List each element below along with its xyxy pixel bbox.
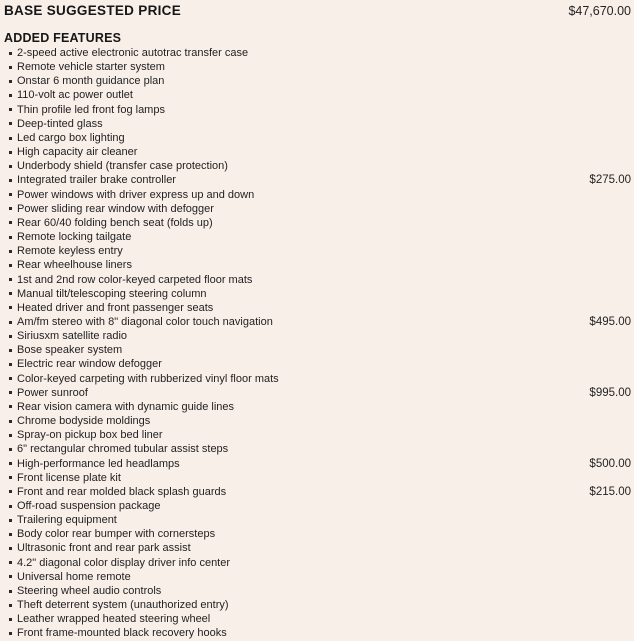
bullet-icon <box>9 490 12 493</box>
feature-label: Power sliding rear window with defogger <box>17 202 214 215</box>
feature-label: 6" rectangular chromed tubular assist steps <box>17 443 229 456</box>
bullet-icon <box>9 292 12 295</box>
feature-label: Heated driver and front passenger seats <box>17 301 214 314</box>
bullet-icon <box>9 335 12 338</box>
features-list <box>4 46 632 641</box>
feature-row <box>4 414 632 428</box>
feature-label: 110-volt ac power outlet <box>17 89 133 102</box>
feature-label: Front and rear molded black splash guards <box>17 485 227 498</box>
feature-row <box>4 612 632 626</box>
feature-price: $275.00 <box>589 174 631 187</box>
bullet-icon <box>9 391 12 394</box>
bullet-icon <box>9 193 12 196</box>
feature-label: Remote keyless entry <box>17 245 123 258</box>
feature-label: Deep-tinted glass <box>17 117 103 130</box>
feature-label: Led cargo box lighting <box>17 131 125 144</box>
feature-label: Leather wrapped heated steering wheel <box>17 613 211 626</box>
feature-label: High capacity air cleaner <box>17 146 138 159</box>
feature-row <box>4 60 632 74</box>
bullet-icon <box>9 618 12 621</box>
bullet-icon <box>9 448 12 451</box>
feature-row <box>4 131 632 145</box>
bullet-icon <box>9 575 12 578</box>
feature-label: Rear wheelhouse liners <box>17 259 132 272</box>
feature-row <box>4 301 632 315</box>
feature-label: High-performance led headlamps <box>17 457 180 470</box>
bullet-icon <box>9 405 12 408</box>
feature-row <box>4 202 632 216</box>
bullet-icon <box>9 278 12 281</box>
bullet-icon <box>9 420 12 423</box>
feature-row <box>4 159 632 173</box>
feature-price: $995.00 <box>589 386 631 399</box>
feature-row <box>4 88 632 102</box>
feature-label: Front frame-mounted black recovery hooks <box>17 627 227 640</box>
feature-row <box>4 442 632 456</box>
bullet-icon <box>9 533 12 536</box>
bullet-icon <box>9 321 12 324</box>
feature-row <box>4 457 632 471</box>
feature-row <box>4 584 632 598</box>
bullet-icon <box>9 80 12 83</box>
feature-label: Steering wheel audio controls <box>17 584 162 597</box>
base-price-row <box>4 3 632 18</box>
bullet-icon <box>9 221 12 224</box>
feature-label: Underbody shield (transfer case protection) <box>17 160 228 173</box>
feature-label: Electric rear window defogger <box>17 358 162 371</box>
feature-label: Rear vision camera with dynamic guide lines <box>17 400 235 413</box>
base-price-title: BASE SUGGESTED PRICE <box>4 3 182 18</box>
bullet-icon <box>9 122 12 125</box>
feature-row <box>4 471 632 485</box>
feature-row <box>4 570 632 584</box>
feature-label: Trailering equipment <box>17 514 117 527</box>
feature-row <box>4 428 632 442</box>
feature-label: Universal home remote <box>17 570 131 583</box>
feature-row <box>4 287 632 301</box>
feature-row <box>4 230 632 244</box>
feature-label: Rear 60/40 folding bench seat (folds up) <box>17 216 213 229</box>
bullet-icon <box>9 632 12 635</box>
feature-label: Siriusxm satellite radio <box>17 330 128 343</box>
feature-row <box>4 315 632 329</box>
feature-row <box>4 103 632 117</box>
feature-label: Color-keyed carpeting with rubberized vinyl floor mats <box>17 372 279 385</box>
feature-row <box>4 343 632 357</box>
bullet-icon <box>9 505 12 508</box>
feature-price: $215.00 <box>589 485 631 498</box>
feature-label: Remote locking tailgate <box>17 231 132 244</box>
feature-row <box>4 46 632 60</box>
feature-row <box>4 173 632 187</box>
feature-row <box>4 273 632 287</box>
bullet-icon <box>9 590 12 593</box>
base-price-value: $47,670.00 <box>568 4 631 18</box>
bullet-icon <box>9 306 12 309</box>
bullet-icon <box>9 519 12 522</box>
feature-label: Ultrasonic front and rear park assist <box>17 542 191 555</box>
bullet-icon <box>9 52 12 55</box>
feature-price: $500.00 <box>589 457 631 470</box>
feature-row <box>4 400 632 414</box>
feature-label: Chrome bodyside moldings <box>17 415 151 428</box>
bullet-icon <box>9 476 12 479</box>
feature-row <box>4 485 632 499</box>
feature-label: Remote vehicle starter system <box>17 61 165 74</box>
feature-row <box>4 216 632 230</box>
feature-row <box>4 188 632 202</box>
feature-row <box>4 556 632 570</box>
feature-label: Spray-on pickup box bed liner <box>17 429 163 442</box>
feature-row <box>4 541 632 555</box>
bullet-icon <box>9 179 12 182</box>
feature-row <box>4 117 632 131</box>
feature-row <box>4 145 632 159</box>
bullet-icon <box>9 151 12 154</box>
feature-label: Front license plate kit <box>17 471 121 484</box>
feature-row <box>4 357 632 371</box>
bullet-icon <box>9 434 12 437</box>
bullet-icon <box>9 108 12 111</box>
feature-row <box>4 372 632 386</box>
bullet-icon <box>9 137 12 140</box>
bullet-icon <box>9 250 12 253</box>
feature-label: Manual tilt/telescoping steering column <box>17 287 207 300</box>
bullet-icon <box>9 377 12 380</box>
bullet-icon <box>9 236 12 239</box>
feature-row <box>4 499 632 513</box>
feature-label: Power windows with driver express up and down <box>17 188 255 201</box>
feature-row <box>4 513 632 527</box>
feature-row <box>4 74 632 88</box>
feature-label: Am/fm stereo with 8" diagonal color touch navigation <box>17 315 273 328</box>
feature-label: Onstar 6 month guidance plan <box>17 75 165 88</box>
feature-label: Bose speaker system <box>17 344 123 357</box>
feature-label: Integrated trailer brake controller <box>17 174 176 187</box>
bullet-icon <box>9 604 12 607</box>
feature-label: Theft deterrent system (unauthorized entry) <box>17 599 229 612</box>
bullet-icon <box>9 165 12 168</box>
bullet-icon <box>9 94 12 97</box>
bullet-icon <box>9 349 12 352</box>
feature-label: 1st and 2nd row color-keyed carpeted floor mats <box>17 273 253 286</box>
bullet-icon <box>9 462 12 465</box>
feature-row <box>4 244 632 258</box>
bullet-icon <box>9 561 12 564</box>
bullet-icon <box>9 363 12 366</box>
bullet-icon <box>9 66 12 69</box>
feature-label: Thin profile led front fog lamps <box>17 103 165 116</box>
feature-row <box>4 258 632 272</box>
feature-row <box>4 527 632 541</box>
feature-row <box>4 386 632 400</box>
feature-row <box>4 329 632 343</box>
feature-row <box>4 598 632 612</box>
bullet-icon <box>9 264 12 267</box>
feature-label: Power sunroof <box>17 386 88 399</box>
added-features-heading: ADDED FEATURES <box>4 31 122 45</box>
feature-label: Body color rear bumper with cornersteps <box>17 528 216 541</box>
feature-price: $495.00 <box>589 315 631 328</box>
feature-label: 4.2" diagonal color display driver info center <box>17 556 231 569</box>
bullet-icon <box>9 547 12 550</box>
feature-label: Off-road suspension package <box>17 500 161 512</box>
bullet-icon <box>9 207 12 210</box>
feature-row <box>4 626 632 640</box>
feature-label: 2-speed active electronic autotrac transfer case <box>17 47 249 59</box>
